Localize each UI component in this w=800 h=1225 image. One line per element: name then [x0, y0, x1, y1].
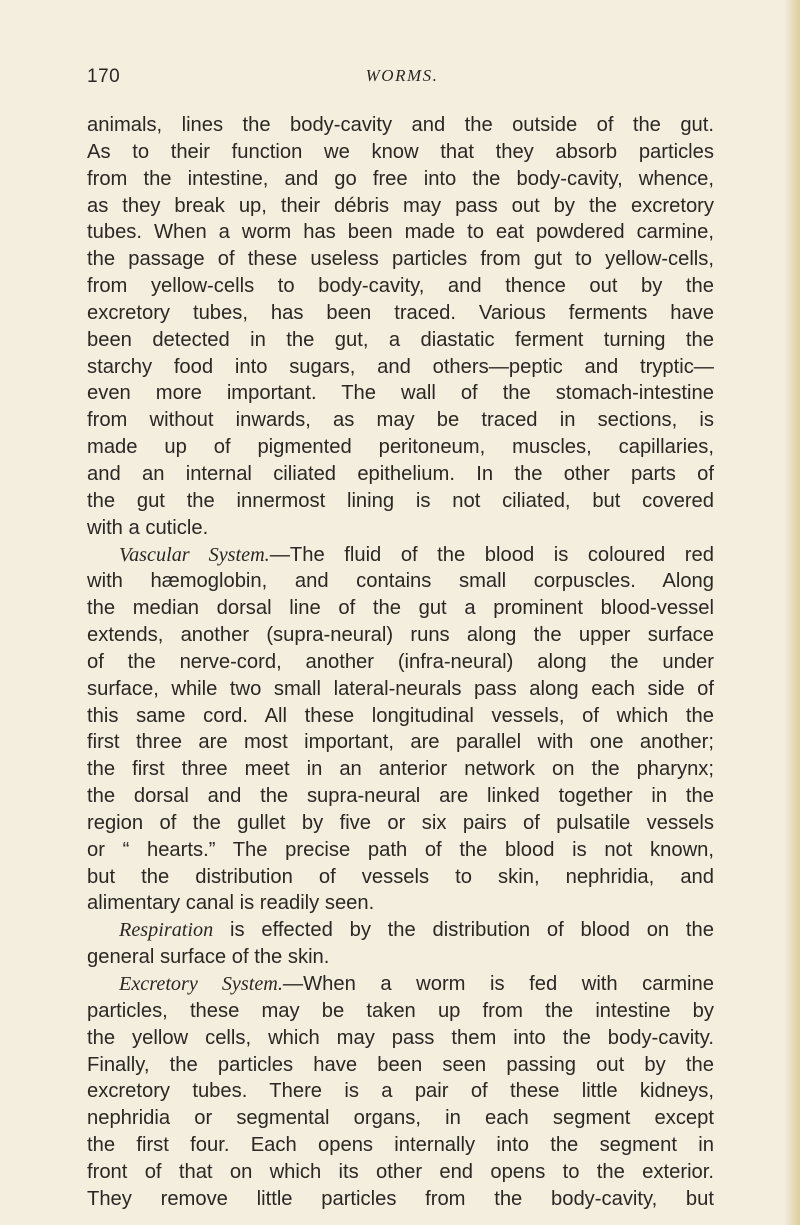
text-line: As to their function we know that they absorb particles: [87, 140, 714, 163]
text-line: or “ hearts.” The precise path of the blood is not known,: [87, 838, 714, 861]
text-line: [87, 971, 714, 998]
text-line: but the distribution of vessels to skin, nephridia, and: [87, 865, 714, 888]
text-line: the yellow cells, which may pass them into the body-cavity.: [87, 1026, 714, 1049]
paragraph-vascular-system: [87, 542, 714, 918]
text-line: They remove little particles from the body-cavity, but: [87, 1187, 714, 1210]
text-line: Finally, the particles have been seen passing out by the: [87, 1053, 714, 1076]
text-line: of the nerve-cord, another (infra-neural) along the under: [87, 650, 714, 673]
page-header: [87, 66, 717, 92]
text-line: with hæmoglobin, and contains small corpuscles. Along: [87, 570, 714, 593]
running-title: WORMS.: [365, 66, 439, 85]
text-line: [87, 542, 714, 569]
section-heading-vascular-system: Vascular System.: [119, 543, 270, 566]
text-line: made up of pigmented peritoneum, muscles, capillaries,: [87, 436, 714, 459]
text-line: [87, 917, 714, 944]
text-line: been detected in the gut, a diastatic ferment turning the: [87, 328, 714, 351]
text-line: particles, these may be taken up from the intestine by: [87, 999, 714, 1022]
text-line: the dorsal and the supra-neural are linked together in the: [87, 785, 714, 808]
text-line: starchy food into sugars, and others—peptic and tryptic—: [87, 355, 714, 378]
text-line: animals, lines the body-cavity and the outside of the gut.: [87, 114, 714, 136]
text-line: the first four. Each opens internally into the segment in: [87, 1134, 714, 1157]
text-line: as they break up, their débris may pass out by the excretory: [87, 194, 714, 217]
section-heading-excretory-system: Excretory System.: [119, 973, 283, 995]
text-line: and an internal ciliated epithelium. In the other parts of: [87, 462, 714, 485]
text-line: from without inwards, as may be traced in sections, is: [87, 409, 714, 432]
paragraph-excretory-system: [87, 971, 714, 1213]
text-line: from yellow-cells to body-cavity, and thence out by the: [87, 275, 714, 298]
page-number: 170: [87, 66, 121, 87]
paragraph-worms-digestion: [87, 112, 714, 542]
text-line: with a cuticle.: [87, 516, 209, 539]
section-heading-respiration: Respiration: [119, 919, 214, 942]
text-line: the passage of these useless particles from gut to yellow-cells,: [87, 248, 714, 271]
text-line: this same cord. All these longitudinal vessels, of which the: [87, 704, 714, 727]
text-line: excretory tubes, has been traced. Various ferments have: [87, 301, 714, 324]
text-line: front of that on which its other end opens to the exterior.: [87, 1160, 714, 1183]
text-line: general surface of the skin.: [87, 946, 330, 969]
text-line: from the intestine, and go free into the body-cavity, whence,: [87, 167, 714, 190]
text-line: even more important. The wall of the stomach-intestine: [87, 382, 714, 405]
text-line: nephridia or segmental organs, in each segment except: [87, 1107, 714, 1130]
text-run: —The fluid of the blood is coloured red: [269, 543, 714, 566]
page-edge-shadow: [784, 0, 800, 1225]
text-line: region of the gullet by five or six pairs of pulsatile vessels: [87, 811, 714, 834]
text-line: alimentary canal is readily seen.: [87, 892, 375, 915]
text-line: the first three meet in an anterior network on the pharynx;: [87, 758, 714, 781]
text-run: —When a worm is fed with carmine: [282, 973, 714, 995]
text-line: tubes. When a worm has been made to eat powdered carmine,: [87, 221, 714, 244]
text-line: first three are most important, are parallel with one another;: [87, 731, 714, 754]
text-line: surface, while two small lateral-neurals pass along each side of: [87, 677, 714, 700]
text-line: excretory tubes. There is a pair of these little kidneys,: [87, 1080, 714, 1103]
body-text: [87, 112, 714, 1213]
paragraph-respiration: [87, 917, 714, 971]
text-line: extends, another (supra-neural) runs along the upper surface: [87, 624, 714, 647]
text-run: is effected by the distribution of blood on the: [213, 919, 714, 942]
text-line: the median dorsal line of the gut a prominent blood-vessel: [87, 597, 714, 620]
text-line: the gut the innermost lining is not ciliated, but covered: [87, 489, 714, 512]
